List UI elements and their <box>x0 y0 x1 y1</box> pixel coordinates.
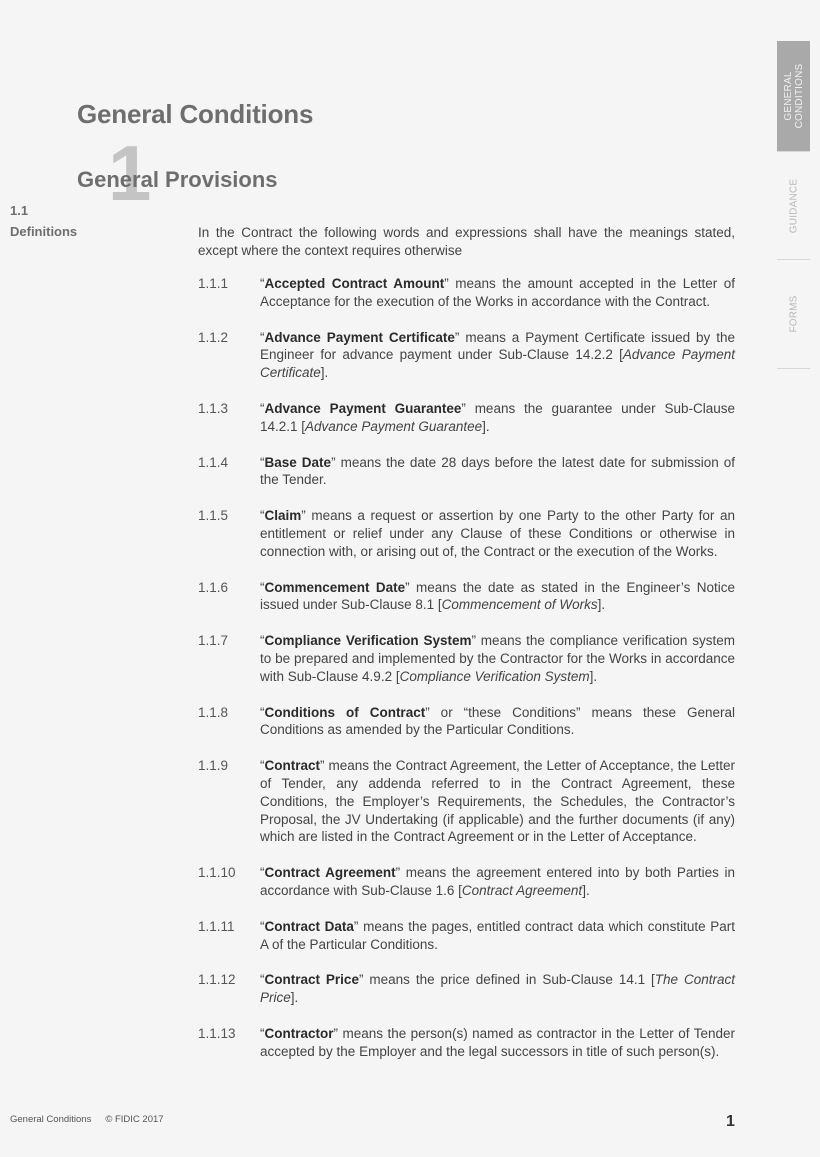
tab-label: FORMS <box>788 295 799 333</box>
definition-text <box>260 507 735 560</box>
subclause-intro: In the Contract the following words and expressions shall have the meanings stated, except where the context requires otherwise <box>198 225 735 258</box>
definition-number: 1.1.13 <box>198 1025 236 1041</box>
clause-title: General Provisions <box>77 167 278 192</box>
definition-number: 1.1.4 <box>198 454 229 470</box>
definition-item <box>198 864 735 900</box>
definition-text <box>260 1025 735 1061</box>
tab-guidance[interactable] <box>777 151 810 259</box>
definition-text <box>260 400 735 436</box>
definition-item <box>198 275 735 311</box>
definition-text <box>260 757 735 846</box>
open-quote: “ <box>260 329 265 345</box>
definition-meaning: ” means the agreement entered into by both Parties in accordance with Sub-Clause 1.6 [ <box>260 865 735 898</box>
clause-reference: Compliance Verification System <box>399 668 590 684</box>
definition-number: 1.1.2 <box>198 329 229 345</box>
open-quote: “ <box>260 918 265 934</box>
definition-item <box>198 1025 735 1061</box>
definition-term: Claim <box>264 508 302 524</box>
section-tabs <box>777 41 810 369</box>
reference-close: ]. <box>582 882 590 898</box>
definition-term: Contract Data <box>264 918 354 934</box>
open-quote: “ <box>260 758 265 774</box>
definition-term: Contract Price <box>264 972 359 988</box>
definition-number: 1.1.7 <box>198 633 229 649</box>
definition-item <box>198 579 735 615</box>
definition-text <box>260 971 735 1007</box>
definition-text <box>260 918 735 954</box>
open-quote: “ <box>260 276 265 291</box>
open-quote: “ <box>260 633 265 649</box>
definition-number: 1.1.3 <box>198 400 229 416</box>
definition-item <box>198 632 735 685</box>
definition-meaning: ” means a request or assertion by one Party to the other Party for an entitlement or relief under any Clause of these Conditions or otherwise in connection with, or arising out of, the Contract or the execution of the Works. <box>260 508 735 559</box>
definition-item <box>198 400 735 436</box>
definition-meaning: ” or “these Conditions” means these General Conditions as amended by the Particular Conditions. <box>260 704 735 738</box>
clause-reference: Advance Payment Certificate <box>260 347 735 381</box>
definition-number: 1.1.6 <box>198 579 229 595</box>
tab-general-conditions[interactable] <box>777 41 810 151</box>
open-quote: “ <box>260 1025 265 1041</box>
open-quote: “ <box>260 865 265 881</box>
definition-meaning: ” means a Payment Certificate issued by the Engineer for advance payment under Sub-Clause 14.2.2 [ <box>260 329 735 363</box>
open-quote: “ <box>260 508 265 524</box>
document-title: General Conditions <box>77 99 314 129</box>
definition-number: 1.1.1 <box>198 276 229 291</box>
definition-meaning: ” means the Contract Agreement, the Letter of Acceptance, the Letter of Tender, any addenda referred to in the Contract Agreement, these Conditions, the Employer’s Requirements, the Schedules, the Contractor’s Proposal, the JV Undertaking (if applicable) and the further documents (if any) which are listed in the Contract Agreement or in the Letter of Acceptance. <box>260 758 735 845</box>
reference-close: ]. <box>320 365 329 381</box>
definition-text <box>260 454 735 490</box>
clause-reference: The Contract Price <box>260 972 735 1006</box>
definition-item <box>198 918 735 954</box>
definition-text <box>260 329 735 382</box>
open-quote: “ <box>260 454 265 470</box>
definition-text <box>260 632 735 685</box>
definition-number: 1.1.11 <box>198 918 235 934</box>
definition-number: 1.1.12 <box>198 972 236 988</box>
definition-number: 1.1.8 <box>198 704 229 720</box>
definition-meaning: ” means the date 28 days before the latest date for submission of the Tender. <box>260 454 735 488</box>
definition-text <box>260 275 735 311</box>
reference-close: ]. <box>589 668 598 684</box>
open-quote: “ <box>260 972 265 988</box>
open-quote: “ <box>260 704 265 720</box>
reference-close: ]. <box>482 418 490 434</box>
definition-item <box>198 757 735 846</box>
footer-doc-name: General Conditions <box>10 1114 92 1125</box>
clause-reference: Contract Agreement <box>461 882 583 898</box>
definition-term: Accepted Contract Amount <box>264 276 445 291</box>
subclause-name: Definitions <box>10 224 78 239</box>
definition-text <box>260 864 735 900</box>
definition-term: Conditions of Contract <box>264 704 426 720</box>
definition-term: Contractor <box>264 1025 334 1041</box>
definition-text <box>260 704 735 740</box>
subclause-number: 1.1 <box>10 203 29 218</box>
open-quote: “ <box>260 400 265 416</box>
definition-meaning: ” means the person(s) named as contractor in the Letter of Tender accepted by the Employer and the legal successors in title of such person(s). <box>260 1025 735 1059</box>
definition-meaning: ” means the amount accepted in the Letter of Acceptance for the execution of the Works in accordance with the Contract. <box>260 276 735 309</box>
definition-item <box>198 507 735 560</box>
definition-meaning: ” means the pages, entitled contract data which constitute Part A of the Particular Conditions. <box>260 918 735 952</box>
open-quote: “ <box>260 579 265 595</box>
definition-item <box>198 704 735 740</box>
footer <box>10 1114 164 1125</box>
definition-item <box>198 329 735 382</box>
tab-label: GENERAL CONDITIONS <box>782 63 805 129</box>
tab-label: GUIDANCE <box>788 178 799 233</box>
definition-number: 1.1.10 <box>198 865 236 881</box>
definition-meaning: ” means the date as stated in the Engineer’s Notice issued under Sub-Clause 8.1 [ <box>260 579 735 613</box>
page-number: 1 <box>726 1113 735 1130</box>
definition-term: Contract Agreement <box>264 865 396 881</box>
reference-close: ]. <box>290 990 299 1006</box>
definition-number: 1.1.9 <box>198 758 229 774</box>
clause-reference: Advance Payment Guarantee <box>305 418 483 434</box>
definition-term: Commencement Date <box>264 579 406 595</box>
tab-forms[interactable] <box>777 259 810 369</box>
definition-term: Contract <box>264 758 321 774</box>
definition-meaning: ” means the guarantee under Sub-Clause 14.2.1 [ <box>260 400 736 434</box>
definitions-list <box>198 275 735 1061</box>
definition-meaning: ” means the compliance verification system to be prepared and implemented by the Contractor for the Works in accordance with Sub-Clause 4.9.2 [ <box>260 633 735 684</box>
definition-term: Base Date <box>264 454 332 470</box>
footer-copyright: © FIDIC 2017 <box>105 1114 164 1125</box>
definition-meaning: ” means the price defined in Sub-Clause 14.1 [ <box>358 972 655 988</box>
definition-item <box>198 454 735 490</box>
reference-close: ]. <box>597 597 606 613</box>
definition-term: Compliance Verification System <box>264 633 472 649</box>
clause-number: 1 <box>108 129 152 217</box>
definition-term: Advance Payment Guarantee <box>264 400 462 416</box>
definition-number: 1.1.5 <box>198 508 229 524</box>
definition-item <box>198 971 735 1007</box>
definition-text <box>260 579 735 615</box>
definition-term: Advance Payment Certificate <box>264 329 455 345</box>
clause-reference: Commencement of Works <box>441 597 598 613</box>
